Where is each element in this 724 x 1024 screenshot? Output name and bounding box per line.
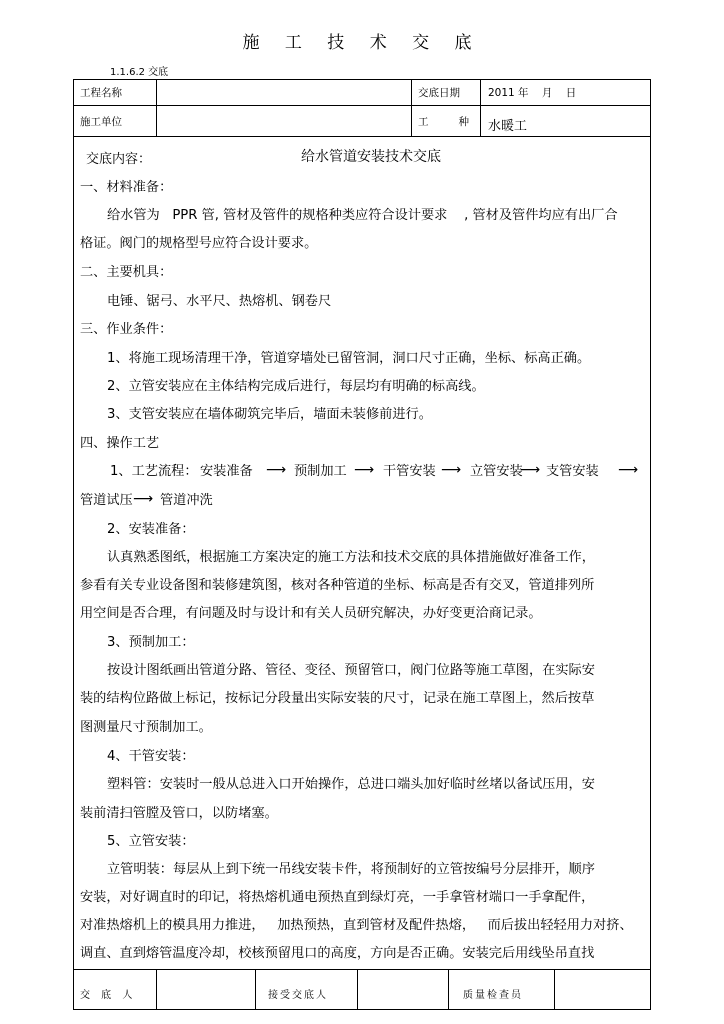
paragraph-line: 2、立管安装应在主体结构完成后进行，每层均有明确的标高线。	[107, 379, 485, 394]
subsection-heading: 5、立管安装：	[107, 834, 195, 849]
arrow-right-icon: ⟶	[266, 462, 287, 478]
col-divider	[480, 79, 481, 136]
unit-label: 施工单位	[80, 116, 122, 128]
arrow-right-icon: ⟶	[520, 462, 541, 478]
paragraph-line: 3、支管安装应在墙体砌筑完毕后，墙面未装修前进行。	[107, 407, 432, 422]
col-divider	[255, 969, 256, 1010]
flow-step: 干管安装	[383, 464, 436, 479]
row-divider	[73, 969, 651, 970]
date-value: 2011 年 月 日	[488, 87, 577, 99]
flow-step: 安装准备	[200, 464, 253, 479]
receiver-signature[interactable]	[361, 984, 443, 1002]
flow-step: 预制加工	[294, 464, 347, 479]
paragraph-line: 认真熟悉图纸，根据施工方案决定的施工方法和技术交底的具体措施做好准备工作，	[107, 550, 595, 565]
col-divider	[156, 969, 157, 1010]
project-name-label: 工程名称	[80, 87, 122, 99]
subsection-heading: 2、安装准备：	[107, 522, 195, 537]
paragraph-line: 图测量尺寸预制加工。	[80, 720, 212, 735]
paragraph-line: 调直、直到熔管温度冷却，校核预留甩口的高度，方向是否正确。安装完后用线坠吊直找	[80, 946, 595, 961]
col-divider	[554, 969, 555, 1010]
section-number: 1.1.6.2 交底	[110, 67, 169, 78]
presenter-label: 交 底 人	[80, 990, 137, 1001]
paragraph-line: 安装，对好调直时的印记，将热熔机通电预热直到绿灯亮，一手拿管材端口一手拿配件，	[80, 890, 595, 905]
flow-step: 支管安装	[546, 464, 599, 479]
date-label: 交底日期	[418, 87, 460, 99]
col-divider	[156, 79, 157, 136]
col-divider	[411, 79, 412, 136]
section-heading: 二、主要机具：	[80, 265, 173, 280]
arrow-right-icon: ⟶	[441, 462, 462, 478]
paragraph-line: 装的结构位路做上标记，按标记分段量出实际安装的尺寸，记录在施工草图上，然后按草	[80, 691, 595, 706]
content-heading: 给水管道安装技术交底	[301, 149, 441, 165]
paragraph-line: 塑料管：安装时一般从总进入口开始操作，总进口端头加好临时丝堵以备试压用，安	[107, 777, 595, 792]
paragraph-line: 参看有关专业设备图和装修建筑图，核对各种管道的坐标、标高是否有交叉，管道排列所	[80, 578, 595, 593]
section-heading: 三、作业条件：	[80, 322, 173, 337]
paragraph-line: 用空间是否合理，有问题及时与设计和有关人员研究解决，办好变更洽商记录。	[80, 606, 542, 621]
receiver-label: 接受交底人	[268, 990, 328, 1001]
paragraph-line: 对准热熔机上的模具用力推进， 加热预热，直到管材及配件热熔， 而后拔出轻轻用力对挤、	[80, 918, 633, 933]
flow-prefix: 1、工艺流程：	[110, 464, 198, 479]
flow-step: 管道试压	[80, 493, 133, 508]
inspector-signature[interactable]	[558, 984, 646, 1002]
trade-value: 水暖工	[488, 119, 528, 134]
paragraph-line: 给水管为 PPR 管, 管材及管件的规格种类应符合设计要求 , 管材及管件均应有出厂合	[107, 208, 618, 223]
subsection-heading: 3、预制加工：	[107, 635, 195, 650]
flow-step: 管道冲洗	[160, 493, 213, 508]
paragraph-line: 1、将施工现场清理干净，管道穿墙处已留管洞，洞口尺寸正确，坐标、标高正确。	[107, 351, 591, 366]
content-label: 交底内容：	[86, 152, 152, 167]
arrow-right-icon: ⟶	[133, 491, 154, 507]
section-heading: 四、操作工艺	[80, 436, 160, 451]
document-title: 施 工 技 术 交 底	[242, 33, 482, 53]
row-divider	[73, 136, 651, 137]
paragraph-line: 立管明装：每层从上到下统一吊线安装卡件，将预制好的立管按编号分层排开，顺序	[107, 862, 595, 877]
subsection-heading: 4、干管安装：	[107, 749, 195, 764]
flow-step: 立管安装	[470, 464, 523, 479]
col-divider	[357, 969, 358, 1010]
paragraph-line: 按设计图纸画出管道分路、管径、变径、预留管口，阀门位路等施工草图，在实际安	[107, 663, 595, 678]
col-divider	[448, 969, 449, 1010]
paragraph-line: 电锤、锯弓、水平尺、热熔机、钢卷尺	[107, 294, 332, 309]
presenter-signature[interactable]	[160, 984, 250, 1002]
section-heading: 一、材料准备：	[80, 180, 173, 195]
arrow-right-icon: ⟶	[618, 462, 639, 478]
paragraph-line: 格证。阀门的规格型号应符合设计要求。	[80, 236, 318, 251]
trade-label: 工 种	[418, 116, 470, 128]
paragraph-line: 装前清扫管膛及管口，以防堵塞。	[80, 806, 278, 821]
arrow-right-icon: ⟶	[354, 462, 375, 478]
row-divider	[73, 105, 651, 106]
inspector-label: 质量检查员	[463, 990, 523, 1001]
